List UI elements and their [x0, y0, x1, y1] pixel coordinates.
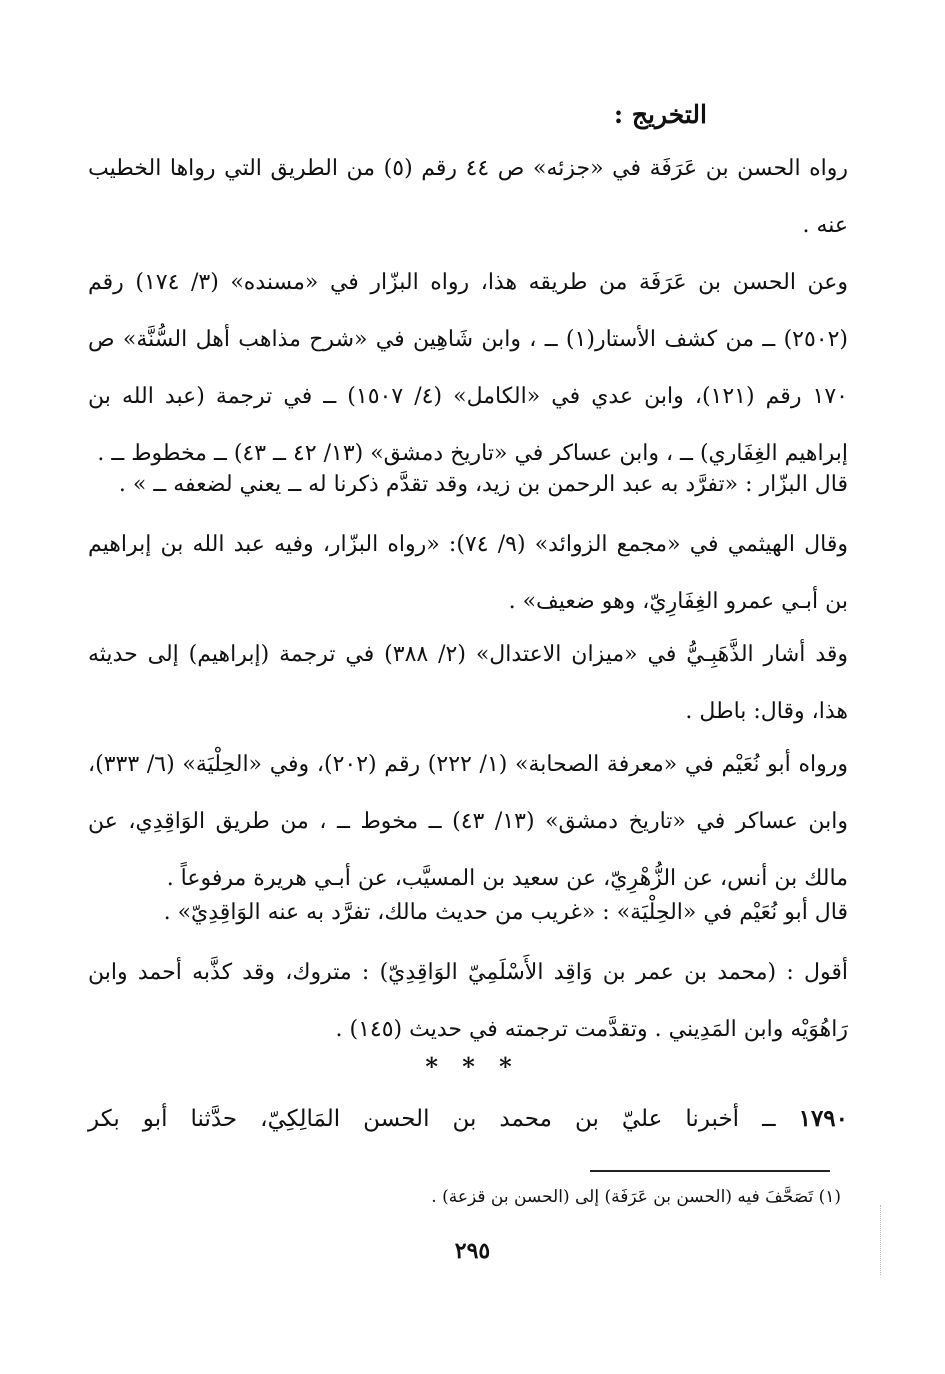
paragraph-8: أقول : (محمد بن عمر بن وَاقِد الأَسْلَمِيّ الوَاقِدِيّ) : متروك، وقد كذَّبه أحمد وابن رَاهُوَيْه وابن المَدِيني . وتقدَّمت ترجمته في حديث (١٤٥) . [88, 960, 848, 1042]
paragraph-4: وقال الهيثمي في «مجمع الزوائد» (٩/ ٧٤): «رواه البزّار، وفيه عبد الله بن إبراهيم بن أبـي عمرو الغِفَارِيّ، وهو ضعيف» . [88, 532, 848, 614]
scan-edge-line [880, 1205, 881, 1275]
hadith-number: ١٧٩٠ [798, 1105, 849, 1132]
footnote: (١) تَصَحَّفَ فيه (الحسن بن عَرَفَة) إلى (الحسن بن قزعة) . [431, 1187, 841, 1207]
page-number: ٢٩٥ [454, 1238, 491, 1264]
paragraph-2: وعن الحسن بن عَرَفَة من طريقه هذا، رواه البزّار في «مسنده» (٣/ ١٧٤) رقم (٢٥٠٢) ــ من كشف الأستار(١) ــ ، وابن شَاهِين في «شرح مذاهب أهل السُّنَّة» ص ١٧٠ رقم (١٢١)، وابن عدي في «الكامل» (٤/ ١٥٠٧) ــ في ترجمة (عبد الله بن إبراهيم الغِفَاري) ــ ، وابن عساكر في «تاريخ دمشق» (١٣/ ٤٢ ــ ٤٣) ــ مخطوط ــ . [88, 270, 849, 466]
paragraph-6: ورواه أبو نُعَيْم في «معرفة الصحابة» (١/ ٢٢٢) رقم (٢٠٢)، وفي «الحِلْيَة» (٦/ ٣٣٣)، وابن عساكر في «تاريخ دمشق» (١٣/ ٤٣) ــ مخوط ــ ، من طريق الوَاقِدِي، عن مالك بن أنس، عن الزُّهْرِيّ، عن سعيد بن المسيَّب، عن أبـي هريرة مرفوعاً . [88, 752, 849, 891]
footnote-divider [590, 1170, 830, 1172]
paragraph-1: رواه الحسن بن عَرَفَة في «جزئه» ص ٤٤ رقم (٥) من الطريق التي رواها الخطيب عنه . [88, 156, 849, 238]
paragraph-3: قال البزّار : «تفرَّد به عبد الرحمن بن زيد، وقد تقدَّم ذكرنا له ــ يعني لضعفه ــ » . [118, 472, 848, 497]
hadith-text: ــ أخبرنا عليّ بن محمد بن الحسن المَالِكِيّ، حدَّثنا أبو بكر [88, 1106, 776, 1132]
paragraph-5: وقد أشار الذَّهَبِـيُّ في «ميزان الاعتدال» (٢/ ٣٨٨) في ترجمة (إبراهيم) إلى حديثه هذا، وقال: باطل . [88, 642, 849, 724]
section-separator: * * * [425, 1052, 520, 1081]
hadith-entry [88, 1090, 848, 1148]
paragraph-7: قال أبو نُعَيْم في «الحِلْيَة» : «غريب من حديث مالك، تفرَّد به عنه الوَاقِدِيّ» . [163, 900, 848, 925]
section-heading: التخريج : [613, 100, 707, 129]
